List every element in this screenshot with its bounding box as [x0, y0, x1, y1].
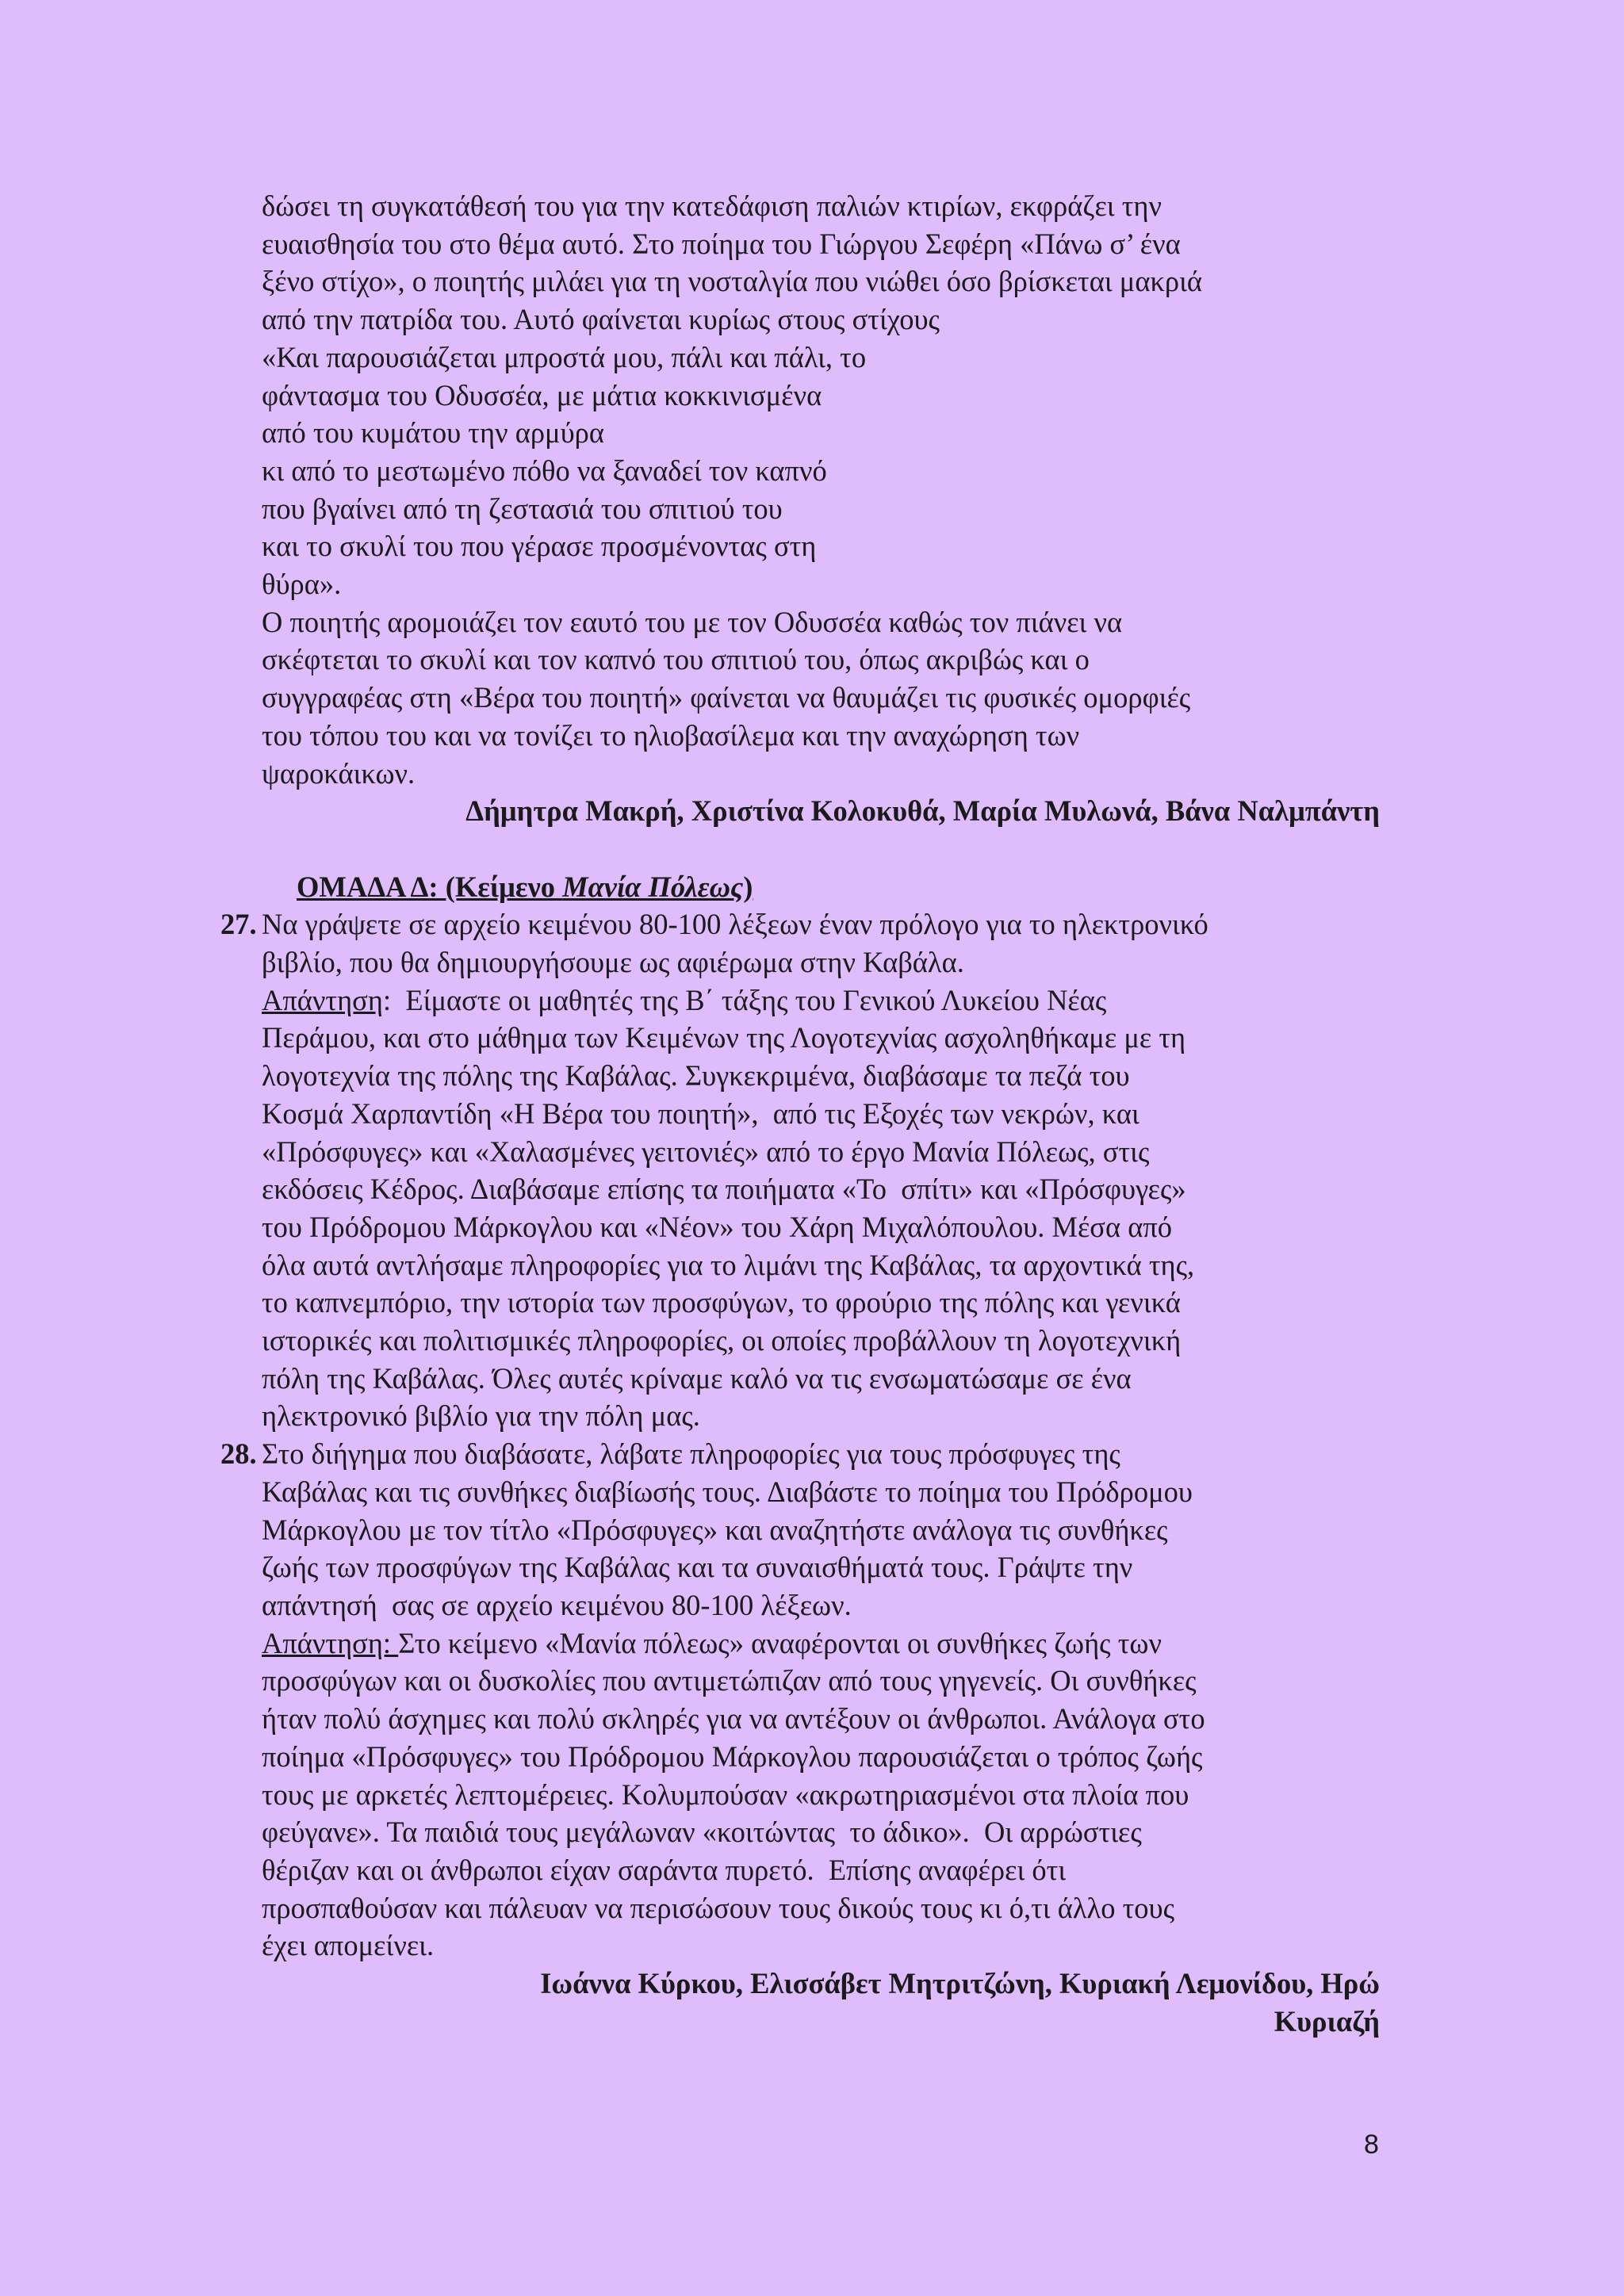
answer-line: φεύγανε». Τα παιδιά τους μεγάλωναν «κοιτώντας το άδικο». Οι αρρώστιες: [262, 1816, 1142, 1849]
question-line: βιβλίο, που θα δημιουργήσουμε ως αφιέρωμα στην Καβάλα.: [262, 946, 964, 979]
poem-line: που βγαίνει από τη ζεστασιά του σπιτιού του: [262, 492, 783, 525]
text-line: Ο ποιητής αρομοιάζει τον εαυτό του με τον Οδυσσέα καθώς τον πιάνει να: [262, 605, 1123, 638]
answer-line: έχει απομείνει.: [262, 1929, 435, 1962]
answer-line: όλα αυτά αντλήσαμε πληροφορίες για το λιμάνι της Καβάλας, τα αρχοντικά της,: [262, 1248, 1195, 1281]
answer-line: πόλη της Καβάλας. Όλες αυτές κρίναμε καλό να τις ενσωματώσαμε σε ένα: [262, 1361, 1132, 1395]
answer-line: το καπνεμπόριο, την ιστορία των προσφύγων, το φρούριο της πόλης και γενικά: [262, 1286, 1181, 1319]
answer-line: λογοτεχνία της πόλης της Καβάλας. Συγκεκριμένα, διαβάσαμε τα πεζά του: [262, 1059, 1130, 1093]
text-line: ευαισθησία του στο θέμα αυτό. Στο ποίημα του Γιώργου Σεφέρη «Πάνω σ’ ένα: [262, 227, 1181, 260]
text-line: συγγραφέας στη «Βέρα του ποιητή» φαίνεται να θαυμάζει τις φυσικές ομορφιές: [262, 681, 1191, 714]
poem-line: φάντασμα του Οδυσσέα, με μάτια κοκκινισμένα: [262, 378, 822, 411]
answer-line: ιστορικές και πολιτισμικές πληροφορίες, οι οποίες προβάλλουν τη λογοτεχνική: [262, 1324, 1182, 1357]
poem-line: από του κυμάτου την αρμύρα: [262, 416, 605, 450]
answer-line: ηλεκτρονικό βιβλίο για την πόλη μας.: [262, 1399, 700, 1433]
answer-line: Περάμου, και στο μάθημα των Κειμένων της Λογοτεχνίας ασχοληθήκαμε με τη: [262, 1021, 1186, 1054]
text-line: ξένο στίχο», ο ποιητής μιλάει για τη νοσταλγία που νιώθει όσο βρίσκεται μακριά: [262, 265, 1203, 298]
group-heading-prefix: ΟΜΑΔΑ Δ: (Κείμενο: [297, 870, 563, 903]
question-line: απάντησή σας σε αρχείο κειμένου 80-100 λέξεων.: [262, 1589, 852, 1621]
answer-text: : Είμαστε οι μαθητές της Β΄ τάξης του Γενικού Λυκείου Νέας: [382, 983, 1107, 1016]
group-heading: [262, 868, 1380, 906]
poem-line: κι από το μεστωμένο πόθο να ξαναδεί τον καπνό: [262, 453, 827, 487]
intro-paragraph: [262, 187, 1380, 830]
poem-line: θύρα».: [262, 568, 342, 601]
answer-line: ποίημα «Πρόσφυγες» του Πρόδρομου Μάρκογλου παρουσιάζεται ο τρόπος ζωής: [262, 1739, 1203, 1773]
text-line: ψαροκάικων.: [262, 756, 416, 790]
answer-line: προσπαθούσαν και πάλευαν να περισώσουν τους δικούς τους κι ό,τι άλλο τους: [262, 1891, 1175, 1924]
question-line: Στο διήγημα που διαβάσατε, λάβατε πληροφορίες για τους πρόσφυγες της: [262, 1437, 1120, 1471]
text-line: από την πατρίδα του. Αυτό φαίνεται κυρίως στους στίχους: [262, 303, 940, 336]
question-28: [220, 1435, 1380, 2040]
answer-text: Στο κείμενο «Μανία πόλεως» αναφέρονται οι συνθήκες ζωής των: [398, 1626, 1162, 1659]
answer-first-line: [262, 982, 1380, 1020]
text-line: του τόπου του και να τονίζει το ηλιοβασίλεμα και την αναχώρηση των: [262, 718, 1080, 752]
page-number: 8: [1364, 2130, 1379, 2160]
q28-signature: Ιωάννα Κύρκου, Ελισσάβετ Μητριτζώνη, Κυριακή Λεμονίδου, Ηρώ: [540, 1967, 1380, 2000]
answer-line: τους με αρκετές λεπτομέρειες. Κολυμπούσαν «ακρωτηριασμένοι στα πλοία που: [262, 1777, 1189, 1811]
poem-line: «Και παρουσιάζεται μπροστά μου, πάλι και πάλι, το: [262, 340, 867, 373]
question-number: 28.: [220, 1437, 257, 1471]
question-line: ζωής των προσφύγων της Καβάλας και τα συναισθήματά τους. Γράψτε την: [262, 1551, 1133, 1584]
document-body: [220, 187, 1380, 2040]
intro-signature: Δήμητρα Μακρή, Χριστίνα Κολοκυθά, Μαρία Μυλωνά, Βάνα Ναλμπάντη: [465, 794, 1380, 828]
group-heading-work-title: Μανία Πόλεως: [562, 870, 744, 903]
question-27: [220, 905, 1380, 1435]
text-line: δώσει τη συγκατάθεσή του για την κατεδάφιση παλιών κτιρίων, εκφράζει την: [262, 189, 1162, 222]
answer-label: Απάντηση: [262, 983, 383, 1016]
answer-line: θέριζαν και οι άνθρωποι είχαν σαράντα πυρετό. Επίσης αναφέρει ότι: [262, 1853, 1067, 1886]
group-heading-suffix: ): [743, 870, 753, 903]
answer-line: εκδόσεις Κέδρος. Διαβάσαμε επίσης τα ποιήματα «Το σπίτι» και «Πρόσφυγες»: [262, 1173, 1186, 1206]
question-28-body: [220, 1435, 1380, 2040]
answer-line: ήταν πολύ άσχημες και πολύ σκληρές για να αντέξουν οι άνθρωποι. Ανάλογα στο: [262, 1702, 1205, 1735]
answer-line: Κοσμά Χαρπαντίδη «Η Βέρα του ποιητή», από τις Εξοχές των νεκρών, και: [262, 1096, 1139, 1130]
q28-signature: Κυριαζή: [1274, 2004, 1380, 2038]
text-line: σκέφτεται το σκυλί και τον καπνό του σπιτιού του, όπως ακριβώς και ο: [262, 643, 1090, 676]
question-number: 27.: [220, 908, 257, 941]
question-27-body: [220, 905, 1380, 1435]
answer-first-line: [262, 1624, 1380, 1663]
answer-label: Απάντηση:: [262, 1626, 399, 1659]
question-line: Μάρκογλου με τον τίτλο «Πρόσφυγες» και αναζητήστε ανάλογα τις συνθήκες: [262, 1513, 1168, 1546]
question-line: Καβάλας και τις συνθήκες διαβίωσής τους. Διαβάστε το ποίημα του Πρόδρομου: [262, 1475, 1193, 1508]
question-line: Να γράψετε σε αρχείο κειμένου 80-100 λέξεων έναν πρόλογο για το ηλεκτρονικό: [262, 908, 1208, 941]
answer-line: «Πρόσφυγες» και «Χαλασμένες γειτονιές» από το έργο Μανία Πόλεως, στις: [262, 1135, 1150, 1168]
answer-line: του Πρόδρομου Μάρκογλου και «Νέον» του Χάρη Μιχαλόπουλου. Μέσα από: [262, 1210, 1173, 1243]
answer-line: προσφύγων και οι δυσκολίες που αντιμετώπιζαν από τους γηγενείς. Οι συνθήκες: [262, 1664, 1197, 1697]
poem-line: και το σκυλί του που γέρασε προσμένοντας στη: [262, 530, 817, 563]
